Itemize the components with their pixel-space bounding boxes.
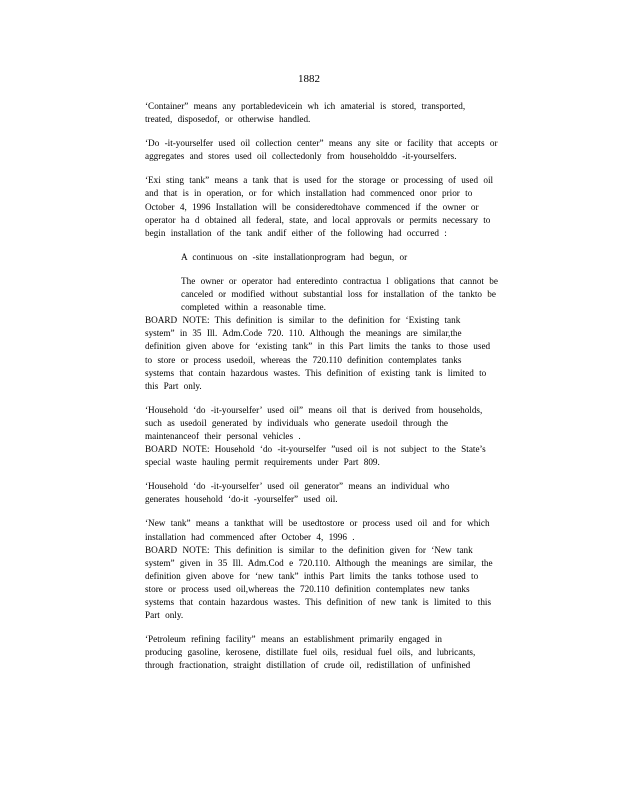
text-line: ‘Household ‘do -it-yourselfer’ used oil” means oil that is derived from households, bbox=[145, 404, 483, 415]
text-line: store or process used oil,whereas the 720.110 definition contemplates new tanks bbox=[145, 583, 470, 594]
text-line: BOARD NOTE: This definition is similar to the definition for ‘Existing tank bbox=[145, 315, 461, 326]
text-line: installation had commenced after October 4, 1996 . bbox=[145, 531, 355, 542]
paragraph-new-tank bbox=[145, 517, 550, 543]
text-line: system” given in 35 Ill. Adm.Cod e 720.110. Although the meanings are similar, the bbox=[145, 557, 493, 568]
text-line: Part only. bbox=[145, 610, 184, 621]
text-line: definition given above for ‘new tank” inthis Part limits the tanks tothose used to bbox=[145, 570, 479, 581]
paragraph-diy-collection-center bbox=[145, 137, 550, 163]
text-line: aggregates and stores used oil collectedonly from householddo -it-yourselfers. bbox=[145, 151, 457, 162]
text-line: canceled or modified without substantial loss for installation of the tankto be bbox=[181, 289, 496, 300]
document-body bbox=[145, 100, 550, 683]
text-line: begin installation of the tank andif either of the following had occurred : bbox=[145, 227, 447, 238]
text-line: completed within a reasonable time. bbox=[181, 302, 326, 313]
text-line: treated, disposedof, or otherwise handled. bbox=[145, 114, 311, 125]
paragraph-household-diy-generator bbox=[145, 480, 550, 506]
paragraph-board-note-3 bbox=[145, 544, 550, 623]
text-line: to store or process usedoil, whereas the 720.110 definition contemplates tanks bbox=[145, 354, 462, 365]
text-line: ‘Exi sting tank” means a tank that is used for the storage or processing of used oil bbox=[145, 175, 494, 186]
text-line: BOARD NOTE: Household ‘do -it-yourselfer ”used oil is not subject to the State’s bbox=[145, 444, 486, 455]
text-line: producing gasoline, kerosene, distillate fuel oils, residual fuel oils, and lubricants, bbox=[145, 647, 476, 658]
paragraph-board-note-2 bbox=[145, 443, 550, 469]
text-line: special waste hauling permit requirements under Part 809. bbox=[145, 457, 380, 468]
text-line: The owner or operator had enteredinto contractua l obligations that cannot be bbox=[181, 275, 498, 286]
text-line: generates household ‘do-it -yourselfer” used oil. bbox=[145, 494, 338, 505]
paragraph-existing-tank-a bbox=[181, 251, 550, 264]
text-line: through fractionation, straight distillation of crude oil, redistillation of unfinished bbox=[145, 660, 471, 671]
text-line: this Part only. bbox=[145, 380, 202, 391]
paragraph-existing-tank bbox=[145, 174, 550, 239]
text-line: A continuous on -site installationprogram had begun, or bbox=[181, 251, 408, 262]
text-line: BOARD NOTE: This definition is similar to the definition given for ‘New tank bbox=[145, 544, 473, 555]
page-number: 1882 bbox=[298, 73, 320, 85]
paragraph-existing-tank-b bbox=[181, 275, 550, 314]
text-line: definition given above for ‘existing tank” in this Part limits the tanks to those used bbox=[145, 341, 491, 352]
text-line: and that is in operation, or for which installation had commenced onor prior to bbox=[145, 188, 473, 199]
paragraph-household-diy-used-oil bbox=[145, 404, 550, 443]
paragraph-container bbox=[145, 100, 550, 126]
text-line: systems that contain hazardous wastes. This definition of existing tank is limited to bbox=[145, 367, 487, 378]
text-line: ‘New tank” means a tankthat will be usedtostore or process used oil and for which bbox=[145, 518, 490, 529]
text-line: October 4, 1996 Installation will be consideredtohave commenced if the owner or bbox=[145, 201, 479, 212]
text-line: maintenanceof their personal vehicles . bbox=[145, 430, 301, 441]
text-line: ‘Container” means any portabledevicein wh ich amaterial is stored, transported, bbox=[145, 101, 466, 111]
paragraph-petroleum-refining-facility bbox=[145, 633, 550, 672]
text-line: systems that contain hazardous wastes. This definition of new tank is limited to this bbox=[145, 597, 492, 607]
text-line: operator ha d obtained all federal, state, and local approvals or permits necessary to bbox=[145, 214, 491, 225]
text-line: ‘Do -it-yourselfer used oil collection center” means any site or facility that accepts or bbox=[145, 138, 498, 149]
text-line: system” in 35 Ill. Adm.Code 720. 110. Although the meanings are similar,the bbox=[145, 328, 462, 339]
text-line: ‘Household ‘do -it-yourselfer’ used oil generator” means an individual who bbox=[145, 481, 450, 492]
paragraph-board-note-1 bbox=[145, 314, 550, 393]
text-line: such as usedoil generated by individuals who generate usedoil through the bbox=[145, 417, 449, 428]
text-line: ‘Petroleum refining facility” means an establishment primarily engaged in bbox=[145, 634, 442, 645]
